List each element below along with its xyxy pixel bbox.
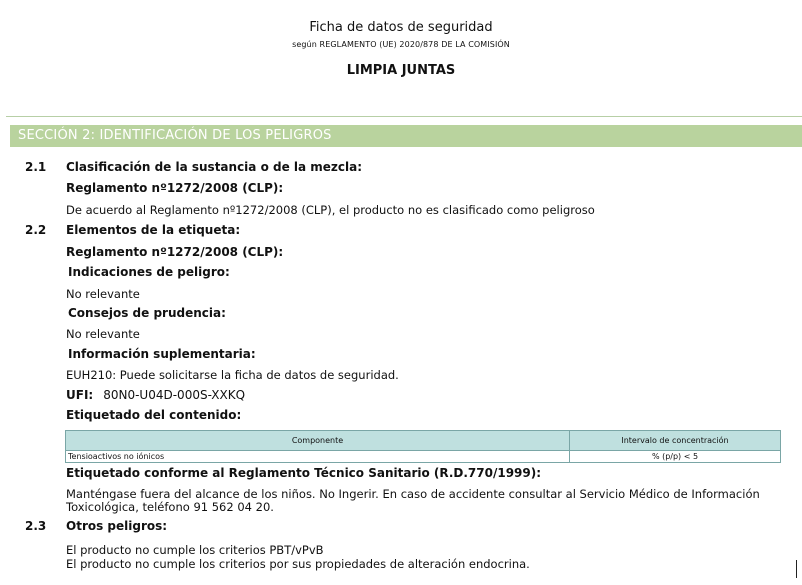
table-row — [66, 451, 781, 463]
section-2-1-regulation: Reglamento nº1272/2008 (CLP): — [66, 181, 284, 195]
section-2-3-number: 2.3 — [25, 519, 47, 533]
document-subtitle: según REGLAMENTO (UE) 2020/878 DE LA COMISIÓN — [292, 40, 510, 49]
hazard-statements-title: Indicaciones de peligro: — [68, 265, 230, 279]
other-hazards-line-2: El producto no cumple los criterios por sus propiedades de alteración endocrina. — [66, 557, 530, 571]
precaution-advice-text: No relevante — [66, 327, 140, 341]
section-2-2-title: Elementos de la etiqueta: — [66, 223, 241, 237]
component-cell: Tensioactivos no iónicos — [66, 451, 570, 463]
section-title-bar: SECCIÓN 2: IDENTIFICACIÓN DE LOS PELIGROS — [10, 125, 802, 147]
column-header-component: Componente — [66, 431, 570, 451]
section-2-2-regulation: Reglamento nº1272/2008 (CLP): — [66, 245, 284, 259]
header-divider — [6, 116, 802, 117]
composition-table — [65, 430, 781, 463]
document-title: Ficha de datos de seguridad — [309, 20, 493, 35]
other-hazards-line-1: El producto no cumple los criterios PBT/vPvB — [66, 543, 324, 557]
section-2-1-number: 2.1 — [25, 160, 47, 174]
ufi-row — [66, 388, 245, 402]
section-2-1-title: Clasificación de la sustancia o de la mezcla: — [66, 160, 363, 174]
hazard-statements-text: No relevante — [66, 287, 140, 301]
text-cursor — [796, 560, 797, 578]
supplementary-info-title: Información suplementaria: — [68, 347, 256, 361]
concentration-cell: % (p/p) < 5 — [570, 451, 781, 463]
product-name: LIMPIA JUNTAS — [346, 63, 456, 78]
section-2-3-title: Otros peligros: — [66, 519, 168, 533]
precaution-advice-title: Consejos de prudencia: — [68, 306, 226, 320]
ufi-label: UFI: — [66, 388, 94, 402]
table-header-row — [66, 431, 781, 451]
ufi-value: 80N0-U04D-000S-XXKQ — [103, 388, 246, 402]
section-2-1-text: De acuerdo al Reglamento nº1272/2008 (CLP), el producto no es clasificado como peligroso — [66, 203, 595, 217]
section-2-2-number: 2.2 — [25, 223, 47, 237]
column-header-concentration: Intervalo de concentración — [570, 431, 781, 451]
rts-labelling-text: Manténgase fuera del alcance de los niños. No Ingerir. En caso de accidente consultar al Servicio Médico de Información Toxicológica, teléfono 91 562 04 20. — [66, 487, 760, 514]
rts-labelling-title: Etiquetado conforme al Reglamento Técnico Sanitario (R.D.770/1999): — [66, 466, 542, 480]
content-labelling-title: Etiquetado del contenido: — [66, 408, 242, 422]
supplementary-info-text: EUH210: Puede solicitarse la ficha de datos de seguridad. — [66, 368, 399, 382]
